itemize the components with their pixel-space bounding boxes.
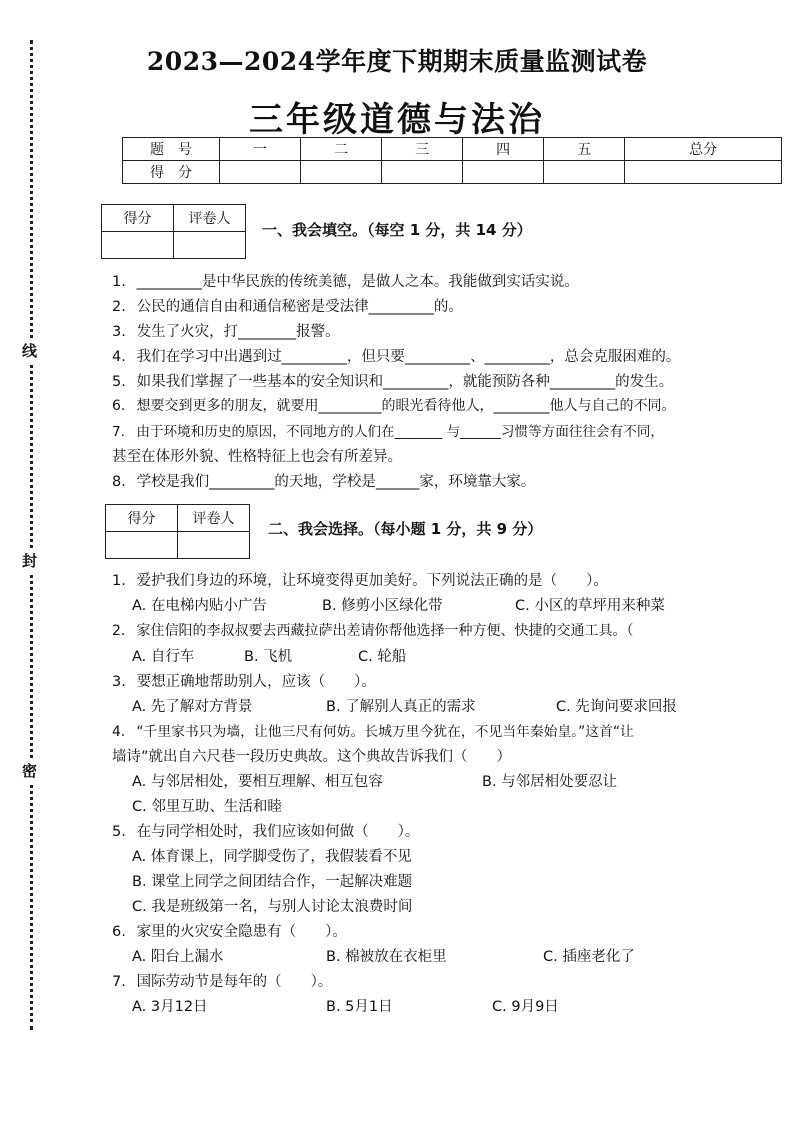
choice-option[interactable]: A. 与邻居相处，要相互理解、相互包容: [132, 774, 383, 790]
choice-option[interactable]: B. 5月1日: [326, 999, 393, 1015]
section1-title: 一、我会填空。（每空 1 分，共 14 分）: [262, 221, 532, 239]
score-table-cell: 二: [301, 138, 382, 161]
choice-option[interactable]: B. 飞机: [244, 649, 293, 665]
grader-box-section1: [101, 204, 246, 259]
choice-option[interactable]: B. 课堂上同学之间团结合作，一起解决难题: [132, 874, 413, 890]
fill-question: 2. 公民的通信自由和通信秘密是受法律_________的。: [112, 299, 463, 315]
fill-question-continued: 甚至在体形外貌、性格特征上也会有所差异。: [112, 449, 402, 465]
choice-question: 5. 在与同学相处时，我们应该如何做（ ）。: [112, 824, 420, 840]
margin-label-line: 线: [22, 338, 37, 363]
score-table-cell: 五: [544, 138, 625, 161]
grader-name-cell[interactable]: [174, 232, 246, 259]
choice-option[interactable]: C. 我是班级第一名，与别人讨论太浪费时间: [132, 899, 413, 915]
choice-option[interactable]: C. 9月9日: [492, 999, 559, 1015]
choice-question-continued: 墙诗”就出自六尺巷一段历史典故。这个典故告诉我们（ ）: [112, 749, 512, 765]
choice-option[interactable]: B. 棉被放在衣柜里: [326, 949, 447, 965]
exam-subject: 三年级道德与法治: [249, 100, 545, 140]
score-table-cell: 一: [220, 138, 301, 161]
binding-dotted-line: [30, 40, 33, 1030]
score-table-cell: 得 分: [123, 161, 220, 184]
score-cell-2[interactable]: [301, 161, 382, 184]
fill-question: 1. _________是中华民族的传统美德，是做人之本。我能做到实话实说。: [112, 274, 579, 290]
score-cell-total[interactable]: [625, 161, 782, 184]
choice-option[interactable]: B. 与邻居相处要忍让: [482, 774, 618, 790]
margin-label-secret: 密: [22, 758, 37, 783]
fill-question: 3. 发生了火灾，打________报警。: [112, 324, 340, 340]
grader-box-section2: [105, 504, 250, 559]
score-cell-1[interactable]: [220, 161, 301, 184]
choice-question: 3. 要想正确地帮助别人，应该（ ）。: [112, 674, 376, 690]
choice-option[interactable]: B. 修剪小区绿化带: [322, 598, 443, 614]
score-table-score-row: [123, 161, 782, 184]
choice-option[interactable]: A. 3月12日: [132, 999, 208, 1015]
choice-question: 2. 家住信阳的李叔叔要去西藏拉萨出差请你帮他选择一种方便、快捷的交通工具。（: [112, 623, 648, 639]
choice-option[interactable]: C. 轮船: [358, 649, 407, 665]
choice-option[interactable]: C. 先询问要求回报: [556, 699, 677, 715]
score-table-header-row: [123, 138, 782, 161]
fill-question: 4. 我们在学习中出遇到过_________，但只要_________、_________，总会克服困难的。: [112, 349, 681, 365]
choice-question: 1. 爱护我们身边的环境，让环境变得更加美好。下列说法正确的是（ ）。: [112, 573, 608, 589]
choice-question: 4. “千里家书只为墙，让他三尺有何妨。长城万里今犹在，不见当年秦始皇。”这首“让: [112, 724, 634, 740]
choice-option[interactable]: A. 自行车: [132, 649, 195, 665]
choice-option[interactable]: C. 小区的草坪用来种菜: [515, 598, 665, 614]
section2-title: 二、我会选择。（每小题 1 分，共 9 分）: [268, 520, 543, 538]
grader-name-cell[interactable]: [178, 532, 250, 559]
choice-option[interactable]: B. 了解别人真正的需求: [326, 699, 476, 715]
score-table-cell: 题 号: [123, 138, 220, 161]
choice-question: 6. 家里的火灾安全隐患有（ ）。: [112, 924, 347, 940]
fill-question: 5. 如果我们掌握了一些基本的安全知识和_________，就能预防各种_________的发生。: [112, 374, 674, 390]
choice-option[interactable]: A. 阳台上漏水: [132, 949, 224, 965]
fill-question: 6. 想要交到更多的朋友，就要用_________的眼光看待他人，________他人与自己的不同。: [112, 398, 676, 414]
grader-name-label: 评卷人: [178, 505, 250, 532]
score-table-cell: 三: [382, 138, 463, 161]
choice-option[interactable]: C. 插座老化了: [543, 949, 635, 965]
fill-question: 7. 由于环境和历史的原因，不同地方的人们在_______ 与______习惯等方面往往会有不同，: [112, 424, 665, 440]
score-cell-5[interactable]: [544, 161, 625, 184]
choice-option[interactable]: A. 先了解对方背景: [132, 699, 253, 715]
choice-option[interactable]: A. 体育课上，同学脚受伤了，我假装看不见: [132, 849, 412, 865]
score-table-cell: 四: [463, 138, 544, 161]
grader-score-cell[interactable]: [106, 532, 178, 559]
score-cell-3[interactable]: [382, 161, 463, 184]
choice-question: 7. 国际劳动节是每年的（ ）。: [112, 974, 333, 990]
exam-title: 2023—2024学年度下期期末质量监测试卷: [146, 47, 648, 76]
grader-name-label: 评卷人: [174, 205, 246, 232]
margin-label-seal: 封: [22, 548, 37, 573]
choice-option[interactable]: A. 在电梯内贴小广告: [132, 598, 267, 614]
grader-score-label: 得分: [106, 505, 178, 532]
score-table: [122, 137, 782, 184]
grader-score-cell[interactable]: [102, 232, 174, 259]
grader-score-label: 得分: [102, 205, 174, 232]
fill-question: 8. 学校是我们_________的天地，学校是______家，环境靠大家。: [112, 474, 536, 490]
score-cell-4[interactable]: [463, 161, 544, 184]
score-table-cell: 总分: [625, 138, 782, 161]
choice-option[interactable]: C. 邻里互助、生活和睦: [132, 799, 282, 815]
